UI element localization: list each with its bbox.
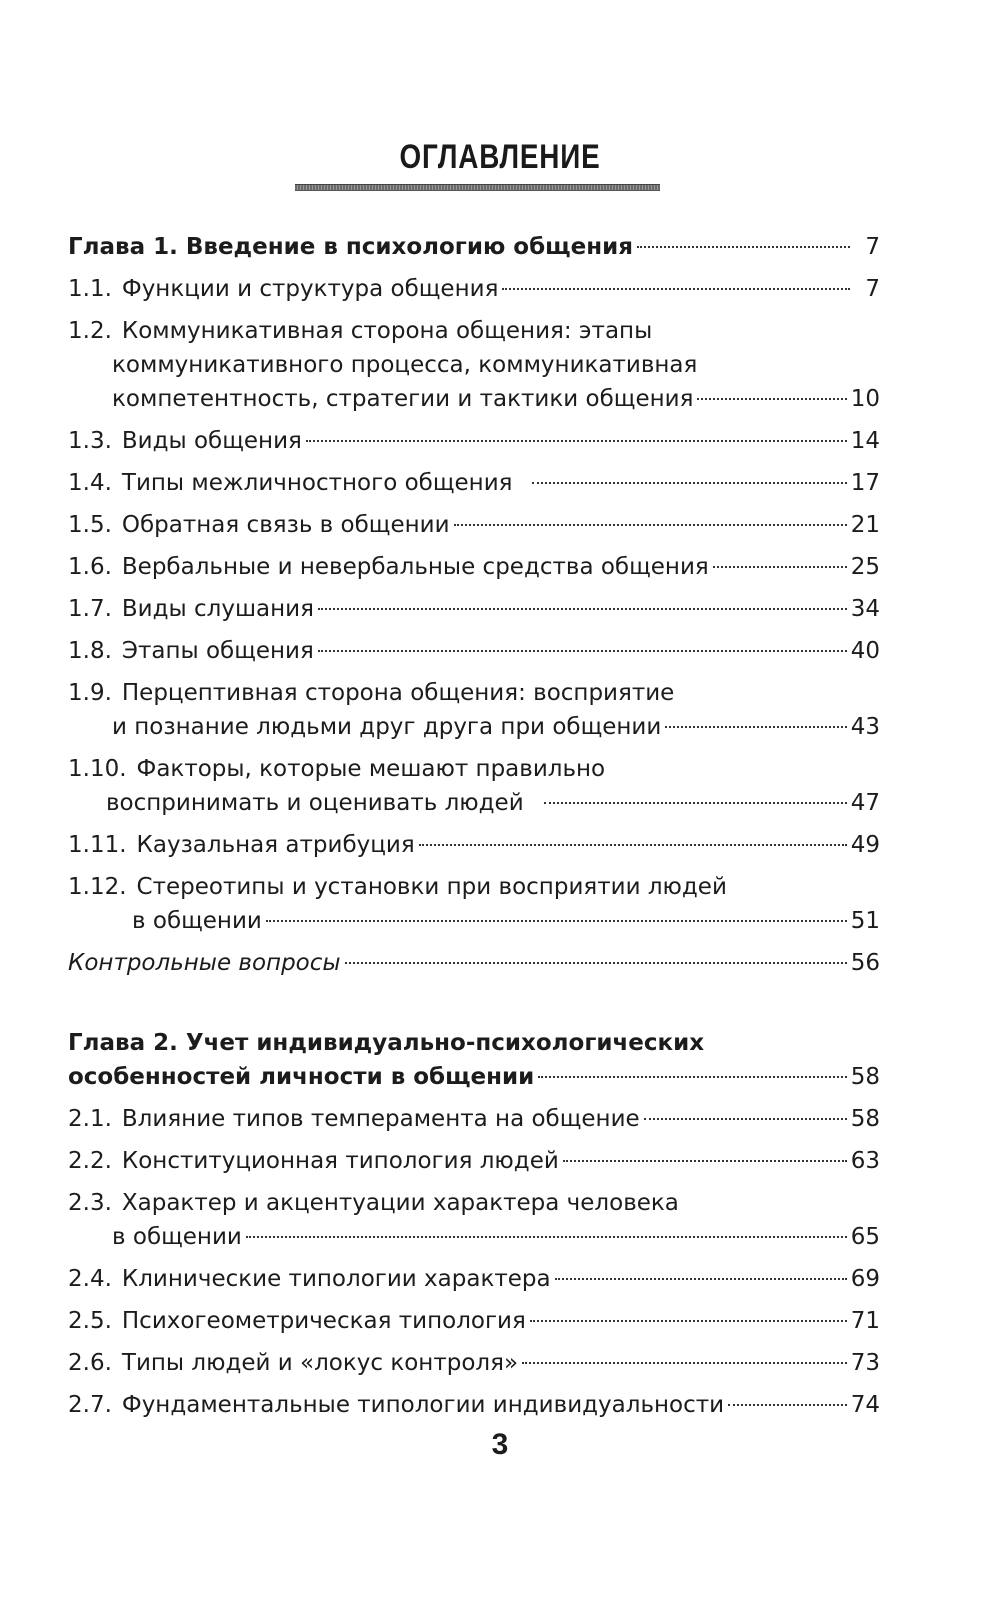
- item-number: 2.3.: [68, 1190, 112, 1216]
- toc-item-2-2[interactable]: [68, 1144, 880, 1178]
- leader-dots: [532, 481, 846, 484]
- item-title-line: воспринимать и оценивать людей: [106, 790, 524, 816]
- title-underline: [295, 184, 660, 191]
- page-title: ОГЛАВЛЕНИЕ: [399, 138, 601, 176]
- leader-dots: [697, 397, 846, 400]
- toc-item-2-3[interactable]: [68, 1186, 880, 1254]
- item-title: Типы людей и «локус контроля»: [121, 1350, 519, 1376]
- item-title-line: коммуникативного процесса, коммуникативная: [112, 352, 698, 378]
- toc-item-2-7[interactable]: [68, 1388, 880, 1422]
- item-number: 2.4.: [68, 1266, 112, 1292]
- item-number: 1.7.: [68, 596, 112, 622]
- toc-item-1-7[interactable]: [68, 592, 880, 626]
- item-title: Функции и структура общения: [121, 276, 499, 302]
- item-title-line: компетентность, стратегии и тактики общения: [112, 386, 694, 412]
- page-ref: 51: [850, 908, 880, 934]
- toc-item-1-8[interactable]: [68, 634, 880, 668]
- page-ref: 74: [850, 1392, 880, 1418]
- item-title: Фундаментальные типологии индивидуальности: [121, 1392, 725, 1418]
- leader-dots: [318, 649, 847, 652]
- leader-dots: [713, 565, 847, 568]
- table-of-contents: [68, 230, 880, 1430]
- page-ref: 69: [850, 1266, 880, 1292]
- leader-dots: [530, 1319, 847, 1322]
- page-ref: 34: [850, 596, 880, 622]
- leader-dots: [544, 801, 847, 804]
- toc-item-2-4[interactable]: [68, 1262, 880, 1296]
- page-number: 3: [491, 1428, 509, 1461]
- item-title-line: и познание людьми друг друга при общении: [112, 714, 662, 740]
- item-number: 1.1.: [68, 276, 112, 302]
- toc-item-1-10[interactable]: [68, 752, 880, 820]
- leader-dots: [246, 1235, 847, 1238]
- item-number: 1.8.: [68, 638, 112, 664]
- page-ref: 58: [850, 1064, 880, 1090]
- page-ref: 10: [850, 386, 880, 412]
- leader-dots: [522, 1361, 847, 1364]
- toc-item-1-3[interactable]: [68, 424, 880, 458]
- item-title: Влияние типов темперамента на общение: [121, 1106, 640, 1132]
- leader-dots: [555, 1277, 847, 1280]
- leader-dots: [665, 725, 846, 728]
- page-ref: 21: [850, 512, 880, 538]
- chapter-2-heading[interactable]: [68, 1026, 880, 1094]
- leader-dots: [266, 919, 847, 922]
- toc-item-1-11[interactable]: [68, 828, 880, 862]
- toc-item-2-5[interactable]: [68, 1304, 880, 1338]
- item-title-line: Характер и акцентуации характера человека: [121, 1190, 679, 1216]
- toc-item-control-questions[interactable]: [68, 946, 880, 980]
- item-title-line: в общении: [132, 908, 262, 934]
- item-title: Виды слушания: [121, 596, 314, 622]
- toc-item-1-4[interactable]: [68, 466, 880, 500]
- toc-item-1-9[interactable]: [68, 676, 880, 744]
- toc-item-2-1[interactable]: [68, 1102, 880, 1136]
- page-ref: 7: [865, 276, 880, 302]
- item-title: Типы межличностного общения: [121, 470, 513, 496]
- page-ref: 14: [850, 428, 880, 454]
- item-number: 2.6.: [68, 1350, 112, 1376]
- item-title: Этапы общения: [121, 638, 314, 664]
- item-number: 2.1.: [68, 1106, 112, 1132]
- item-number: 1.9.: [68, 680, 112, 706]
- leader-dots: [306, 439, 847, 442]
- toc-item-1-5[interactable]: [68, 508, 880, 542]
- page-ref: 7: [865, 234, 880, 260]
- leader-dots: [419, 843, 847, 846]
- item-title: Психогеометрическая типология: [121, 1308, 526, 1334]
- item-title-line: Факторы, которые мешают правильно: [136, 756, 606, 782]
- chapter-1-heading[interactable]: [68, 230, 880, 264]
- item-title: Конституционная типология людей: [121, 1148, 559, 1174]
- item-number: 1.12.: [68, 874, 127, 900]
- leader-dots: [454, 523, 847, 526]
- item-title: Клинические типологии характера: [121, 1266, 551, 1292]
- page-ref: 63: [850, 1148, 880, 1174]
- toc-item-1-1[interactable]: [68, 272, 880, 306]
- page-ref: 25: [850, 554, 880, 580]
- toc-item-1-12[interactable]: [68, 870, 880, 938]
- page-ref: 17: [850, 470, 880, 496]
- item-title: Вербальные и невербальные средства общения: [121, 554, 709, 580]
- leader-dots: [728, 1403, 847, 1406]
- item-number: 1.11.: [68, 832, 127, 858]
- item-title: Контрольные вопросы: [68, 950, 341, 976]
- page-ref: 71: [850, 1308, 880, 1334]
- item-title-line: Стереотипы и установки при восприятии людей: [136, 874, 727, 900]
- page-ref: 43: [850, 714, 880, 740]
- leader-dots: [637, 245, 850, 248]
- leader-dots: [644, 1117, 847, 1120]
- item-title-line: Коммуникативная сторона общения: этапы: [121, 318, 653, 344]
- leader-dots: [502, 287, 850, 290]
- toc-item-1-2[interactable]: [68, 314, 880, 416]
- leader-dots: [538, 1075, 846, 1078]
- item-number: 2.7.: [68, 1392, 112, 1418]
- leader-dots: [345, 961, 847, 964]
- page-ref: 65: [850, 1224, 880, 1250]
- item-number: 1.3.: [68, 428, 112, 454]
- item-number: 1.4.: [68, 470, 112, 496]
- chapter-title-line: Глава 2. Учет индивидуально-психологических: [68, 1030, 705, 1056]
- leader-dots: [318, 607, 847, 610]
- item-title: Каузальная атрибуция: [136, 832, 415, 858]
- item-number: 1.10.: [68, 756, 127, 782]
- page-ref: 40: [850, 638, 880, 664]
- toc-item-1-6[interactable]: [68, 550, 880, 584]
- leader-dots: [563, 1159, 847, 1162]
- item-number: 1.5.: [68, 512, 112, 538]
- item-title-line: Перцептивная сторона общения: восприятие: [121, 680, 675, 706]
- page-ref: 56: [850, 950, 880, 976]
- item-number: 1.6.: [68, 554, 112, 580]
- item-title-line: в общении: [112, 1224, 242, 1250]
- page-ref: 58: [850, 1106, 880, 1132]
- item-number: 2.2.: [68, 1148, 112, 1174]
- page-ref: 73: [850, 1350, 880, 1376]
- item-title: Обратная связь в общении: [121, 512, 450, 538]
- item-number: 2.5.: [68, 1308, 112, 1334]
- chapter-title-line: особенностей личности в общении: [68, 1064, 535, 1090]
- page-ref: 47: [850, 790, 880, 816]
- chapter-title: Глава 1. Введение в психологию общения: [68, 234, 633, 260]
- item-number: 1.2.: [68, 318, 112, 344]
- item-title: Виды общения: [121, 428, 302, 454]
- toc-item-2-6[interactable]: [68, 1346, 880, 1380]
- page-ref: 49: [850, 832, 880, 858]
